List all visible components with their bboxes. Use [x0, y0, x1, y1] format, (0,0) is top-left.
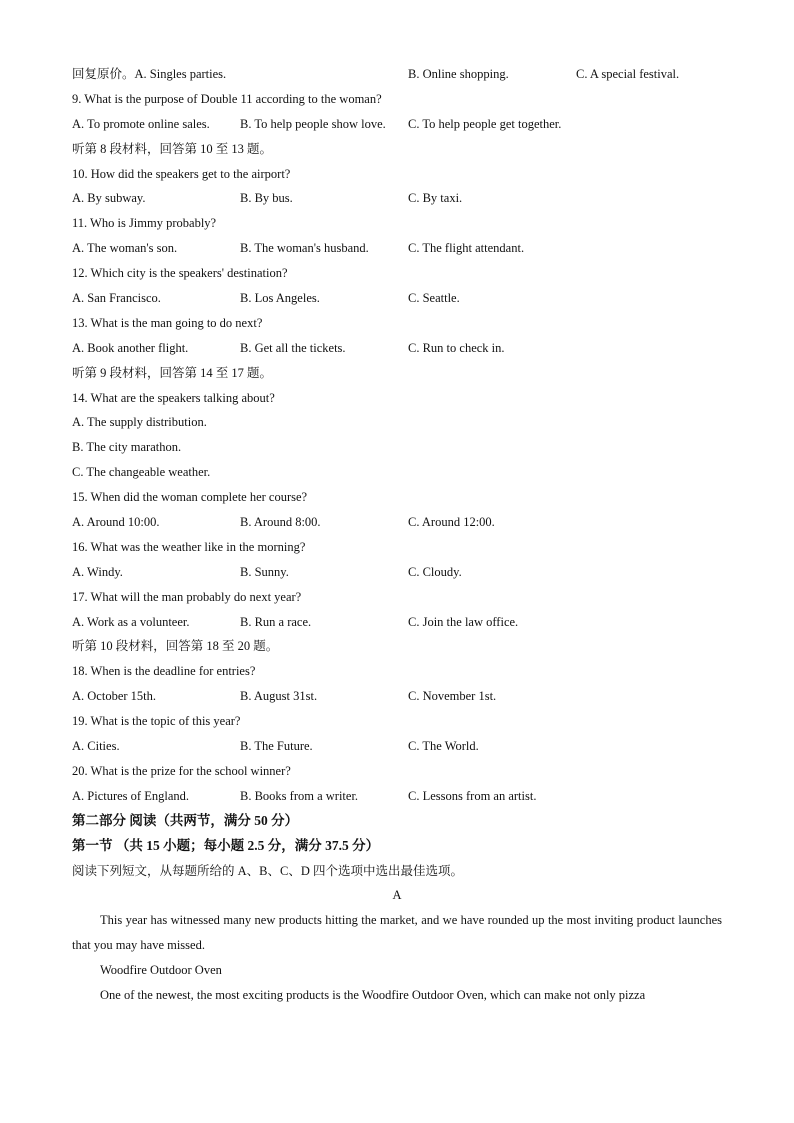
option-row — [72, 112, 722, 137]
option-c: C. Join the law office. — [408, 614, 519, 629]
option-a: A. To promote online sales. — [72, 116, 210, 131]
option-a: A. Pictures of England. — [72, 788, 189, 803]
option-row — [72, 610, 722, 635]
option-b: B. Sunny. — [240, 564, 289, 579]
passage-subheading: Woodfire Outdoor Oven — [100, 963, 222, 978]
passage-paragraph: This year has witnessed many new products hitting the market, and we have rounded up the most inviting product launches that you may have missed. — [72, 913, 722, 953]
section-instruction: 听第 9 段材料，回答第 14 至 17 题。 — [72, 365, 273, 380]
option-row — [72, 236, 722, 261]
section-heading: 第一节 （共 15 小题；每小题 2.5 分，满分 37.5 分） — [72, 837, 380, 853]
option-row — [72, 684, 722, 709]
question-17: 17. What will the man probably do next year? — [72, 589, 302, 604]
option-row — [72, 286, 722, 311]
question-11: 11. Who is Jimmy probably? — [72, 216, 217, 231]
option-a: A. Book another flight. — [72, 340, 189, 355]
option-a: A. The supply distribution. — [72, 415, 207, 430]
option-a: A. San Francisco. — [72, 291, 161, 306]
option-a: A. Windy. — [72, 564, 123, 579]
option-row — [72, 734, 722, 759]
option-row — [72, 62, 722, 87]
option-a: A. Cities. — [72, 739, 120, 754]
option-c: C. To help people get together. — [408, 116, 562, 131]
option-row — [72, 560, 722, 585]
option-b: B. The city marathon. — [72, 440, 182, 455]
question-15: 15. When did the woman complete her course? — [72, 490, 308, 505]
option-b: B. By bus. — [240, 191, 293, 206]
question-9: 9. What is the purpose of Double 11 according to the woman? — [72, 91, 382, 106]
option-c: C. The World. — [408, 739, 479, 754]
option-c: C. Cloudy. — [408, 564, 462, 579]
option-row — [72, 186, 722, 211]
option-a: A. Around 10:00. — [72, 515, 160, 530]
question-20: 20. What is the prize for the school winner? — [72, 763, 291, 778]
option-b: B. The Future. — [240, 739, 313, 754]
question-12: 12. Which city is the speakers' destination? — [72, 266, 288, 281]
passage-paragraph: One of the newest, the most exciting products is the Woodfire Outdoor Oven, which can make not only pizza — [100, 987, 646, 1002]
option-b: B. Get all the tickets. — [240, 340, 346, 355]
part-heading: 第二部分 阅读（共两节，满分 50 分） — [72, 812, 299, 828]
option-b: B. To help people show love. — [240, 116, 386, 131]
passage-label: A — [392, 888, 402, 903]
reading-instruction: 阅读下列短文，从每题所给的 A、B、C、D 四个选项中选出最佳选项。 — [72, 863, 463, 878]
option-c: C. The changeable weather. — [72, 465, 211, 480]
option-a: A. October 15th. — [72, 689, 157, 704]
option-b: B. Books from a writer. — [240, 788, 359, 803]
option-row — [72, 336, 722, 361]
question-14: 14. What are the speakers talking about? — [72, 390, 275, 405]
section-instruction: 听第 10 段材料，回答第 18 至 20 题。 — [72, 639, 279, 654]
exam-page — [72, 62, 722, 1008]
option-c: C. November 1st. — [408, 689, 497, 704]
question-16: 16. What was the weather like in the morning? — [72, 539, 306, 554]
option-b: B. Los Angeles. — [240, 291, 320, 306]
option-a: A. By subway. — [72, 191, 146, 206]
option-b: B. Run a race. — [240, 614, 312, 629]
option-row — [72, 784, 722, 809]
option-c: C. Lessons from an artist. — [408, 788, 537, 803]
section-instruction: 听第 8 段材料，回答第 10 至 13 题。 — [72, 141, 273, 156]
question-18: 18. When is the deadline for entries? — [72, 664, 256, 679]
option-c: C. Run to check in. — [408, 340, 505, 355]
question-19: 19. What is the topic of this year? — [72, 714, 241, 729]
option-a: A. The woman's son. — [72, 241, 178, 256]
option-a: 回复原价。A. Singles parties. — [72, 67, 227, 81]
option-b: B. August 31st. — [240, 689, 318, 704]
option-b: B. Online shopping. — [408, 67, 509, 81]
option-c: C. The flight attendant. — [408, 241, 525, 256]
option-b: B. The woman's husband. — [240, 241, 369, 256]
question-13: 13. What is the man going to do next? — [72, 315, 263, 330]
option-a: A. Work as a volunteer. — [72, 614, 190, 629]
option-c: C. A special festival. — [576, 67, 680, 81]
question-10: 10. How did the speakers get to the airport? — [72, 166, 291, 181]
option-row — [72, 510, 722, 535]
option-c: C. By taxi. — [408, 191, 463, 206]
option-c: C. Around 12:00. — [408, 515, 495, 530]
option-b: B. Around 8:00. — [240, 515, 321, 530]
option-c: C. Seattle. — [408, 291, 460, 306]
